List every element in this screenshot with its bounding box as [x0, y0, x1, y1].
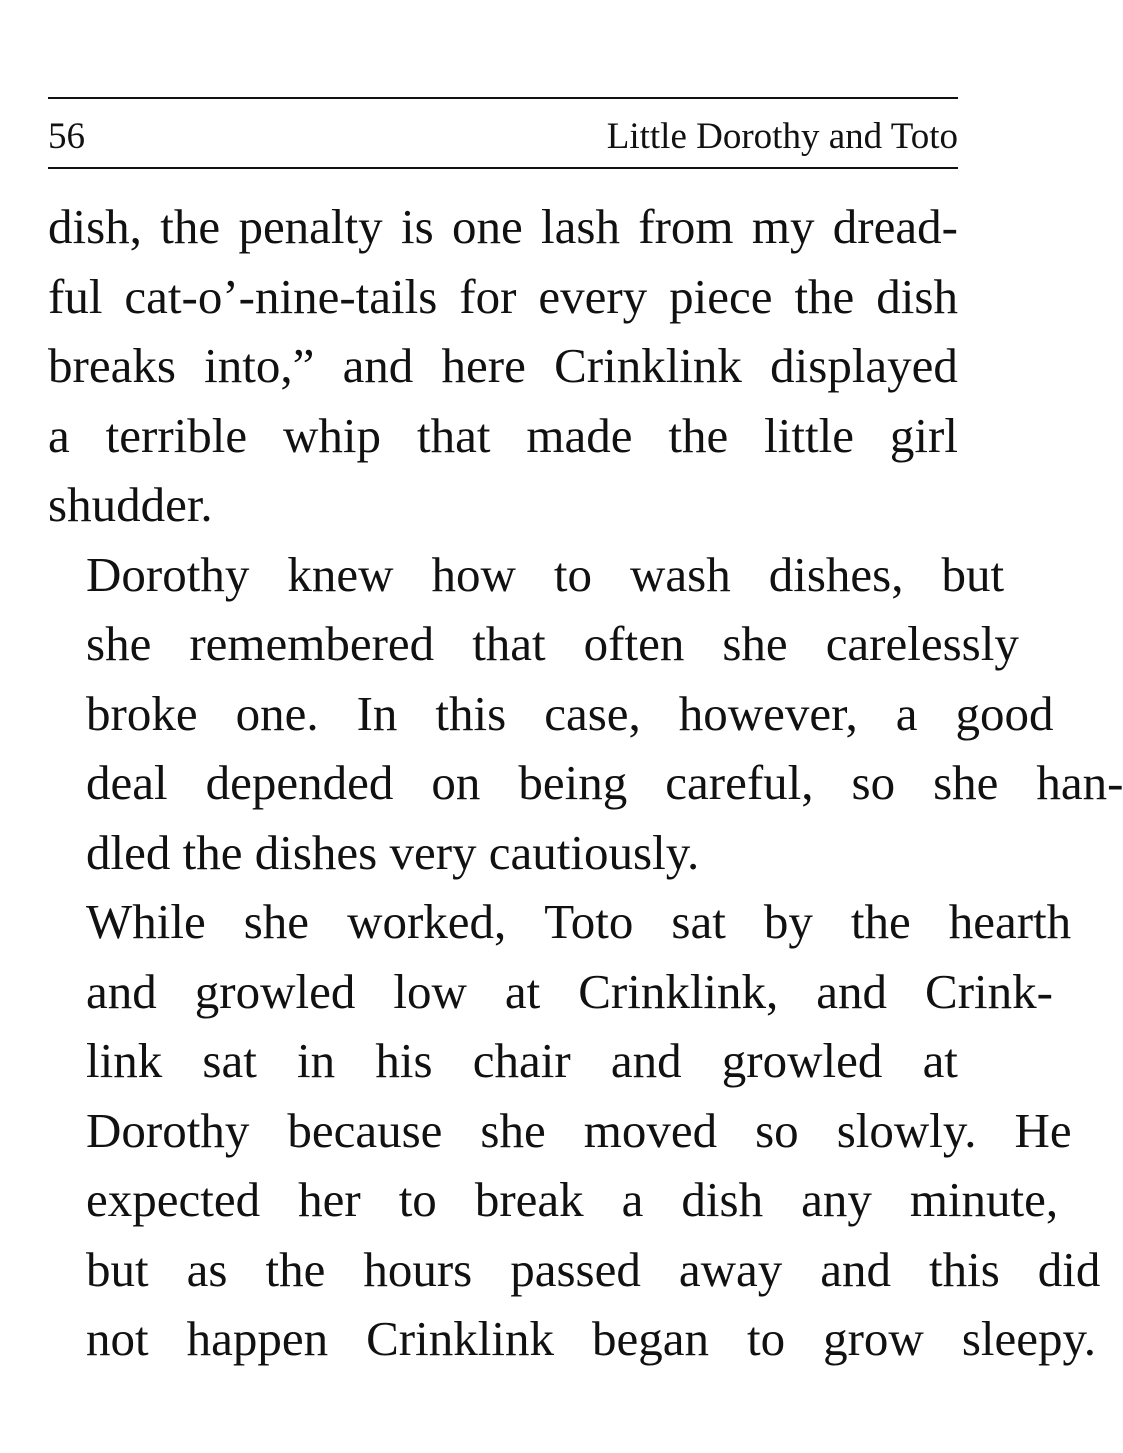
word: deal — [86, 755, 168, 810]
word: on — [431, 755, 481, 810]
word: link — [86, 1033, 163, 1088]
word: hearth — [948, 894, 1072, 949]
word: low — [393, 963, 467, 1019]
word: because — [287, 1102, 443, 1158]
word: in — [297, 1033, 336, 1088]
text-line — [48, 609, 1019, 679]
word: into,” — [204, 338, 315, 393]
word: she — [86, 616, 152, 671]
word: sat — [671, 894, 726, 949]
word: made — [526, 407, 633, 463]
word: here — [441, 338, 526, 393]
text-line — [48, 887, 1072, 957]
word: that — [416, 407, 491, 463]
word: He — [1014, 1102, 1072, 1158]
text-line — [48, 401, 958, 471]
word: the — [794, 268, 855, 324]
word: one — [451, 199, 523, 254]
text-line: dled the dishes very cautiously. — [86, 824, 700, 880]
word: cat-o’-nine-tails — [124, 268, 438, 324]
word: a — [48, 407, 70, 463]
text-line — [48, 1304, 1097, 1374]
word: she — [243, 894, 310, 949]
word: break — [474, 1172, 584, 1227]
word: Dorothy — [86, 1102, 250, 1158]
word: this — [929, 1241, 1000, 1297]
word: this — [435, 685, 507, 741]
word: but — [941, 546, 1005, 602]
word: dread- — [832, 199, 958, 254]
word: passed — [510, 1241, 641, 1297]
word: broke — [86, 685, 198, 741]
word: terrible — [105, 407, 248, 463]
word: as — [186, 1241, 228, 1297]
text-line — [48, 262, 958, 332]
word: is — [400, 199, 434, 254]
word: expected — [86, 1172, 261, 1227]
word: to — [553, 546, 592, 602]
word: a — [895, 685, 918, 741]
word: dish, — [48, 199, 142, 254]
word: at — [922, 1033, 958, 1088]
running-header — [48, 112, 958, 162]
word: to — [398, 1172, 437, 1227]
word: good — [955, 685, 1054, 741]
word: any — [801, 1172, 872, 1227]
word: so — [851, 755, 896, 810]
word: penalty — [238, 199, 383, 254]
word: careful, — [665, 755, 814, 810]
word: every — [538, 268, 648, 324]
word: little — [764, 407, 854, 463]
word: his — [375, 1033, 433, 1088]
text-line — [48, 748, 1123, 818]
word: a — [621, 1172, 644, 1227]
word: Crink- — [925, 963, 1053, 1019]
word: that — [472, 616, 546, 671]
word: my — [751, 199, 815, 254]
text-line — [48, 192, 958, 262]
word: did — [1037, 1241, 1101, 1297]
word: dishes, — [768, 546, 904, 602]
word: piece — [669, 268, 773, 324]
word: wash — [629, 546, 731, 602]
word: and — [820, 1241, 891, 1297]
paragraph-1 — [48, 192, 958, 540]
word: growled — [721, 1033, 883, 1088]
word: breaks — [48, 338, 176, 393]
word: remembered — [189, 616, 435, 671]
word: Crinklink — [366, 1311, 554, 1366]
word: In — [356, 685, 398, 741]
text-line: shudder. — [48, 477, 213, 532]
word: dish — [681, 1172, 764, 1227]
word: and — [610, 1033, 682, 1088]
text-line — [48, 1165, 1059, 1235]
word: the — [850, 894, 911, 949]
paragraph-2 — [48, 540, 1123, 888]
word: slowly. — [836, 1102, 977, 1158]
word: how — [431, 546, 516, 602]
word: dish — [876, 268, 958, 324]
running-title: Little Dorothy and Toto — [606, 116, 958, 157]
word: knew — [287, 546, 394, 602]
word: she — [933, 755, 999, 810]
word: girl — [889, 407, 958, 463]
word: so — [755, 1102, 799, 1158]
word: and — [342, 338, 414, 393]
word: lash — [541, 199, 620, 254]
word: however, — [678, 685, 858, 741]
word: carelessly — [825, 616, 1019, 671]
text-line — [48, 957, 1053, 1027]
word: While — [86, 894, 206, 949]
word: worked, — [347, 894, 507, 949]
word: Toto — [544, 894, 634, 949]
word: from — [638, 199, 734, 254]
word: growled — [194, 963, 356, 1019]
word: often — [583, 616, 685, 671]
word: to — [746, 1311, 786, 1366]
word: the — [160, 199, 221, 254]
word: one. — [235, 685, 319, 741]
word: case, — [544, 685, 641, 741]
word: chair — [472, 1033, 571, 1088]
header-top-rule — [48, 97, 958, 99]
word: ful — [48, 268, 103, 324]
word: she — [722, 616, 788, 671]
paragraph-3 — [48, 887, 1101, 1374]
word: for — [459, 268, 517, 324]
body-text — [48, 192, 1123, 1374]
text-line — [48, 540, 1005, 610]
word: her — [298, 1172, 361, 1227]
word: sleepy. — [961, 1311, 1097, 1366]
word: han- — [1036, 755, 1123, 810]
word: grow — [823, 1311, 924, 1366]
word: Crinklink, — [578, 963, 779, 1019]
word: but — [86, 1241, 149, 1297]
word: by — [763, 894, 813, 949]
word: minute, — [909, 1172, 1059, 1227]
word: sat — [202, 1033, 257, 1088]
word: whip — [283, 407, 382, 463]
word: happen — [186, 1311, 329, 1366]
text-line — [48, 679, 1054, 749]
text-line — [48, 1235, 1101, 1305]
word: displayed — [770, 338, 958, 393]
header-bottom-rule — [48, 167, 958, 169]
word: Crinklink — [554, 338, 742, 393]
word: being — [518, 755, 628, 810]
text-line — [48, 1026, 958, 1096]
word: away — [678, 1241, 783, 1297]
word: began — [591, 1311, 709, 1366]
word: depended — [205, 755, 394, 810]
word: Dorothy — [86, 546, 250, 602]
page-number: 56 — [48, 116, 85, 157]
word: moved — [583, 1102, 718, 1158]
word: the — [668, 407, 729, 463]
word: and — [816, 963, 888, 1019]
word: and — [86, 963, 157, 1019]
word: hours — [363, 1241, 473, 1297]
word: not — [86, 1311, 149, 1366]
text-line — [48, 1096, 1072, 1166]
text-line — [48, 331, 958, 401]
word: at — [504, 963, 541, 1019]
book-page — [48, 0, 1123, 1453]
word: she — [480, 1102, 546, 1158]
word: the — [265, 1241, 326, 1297]
